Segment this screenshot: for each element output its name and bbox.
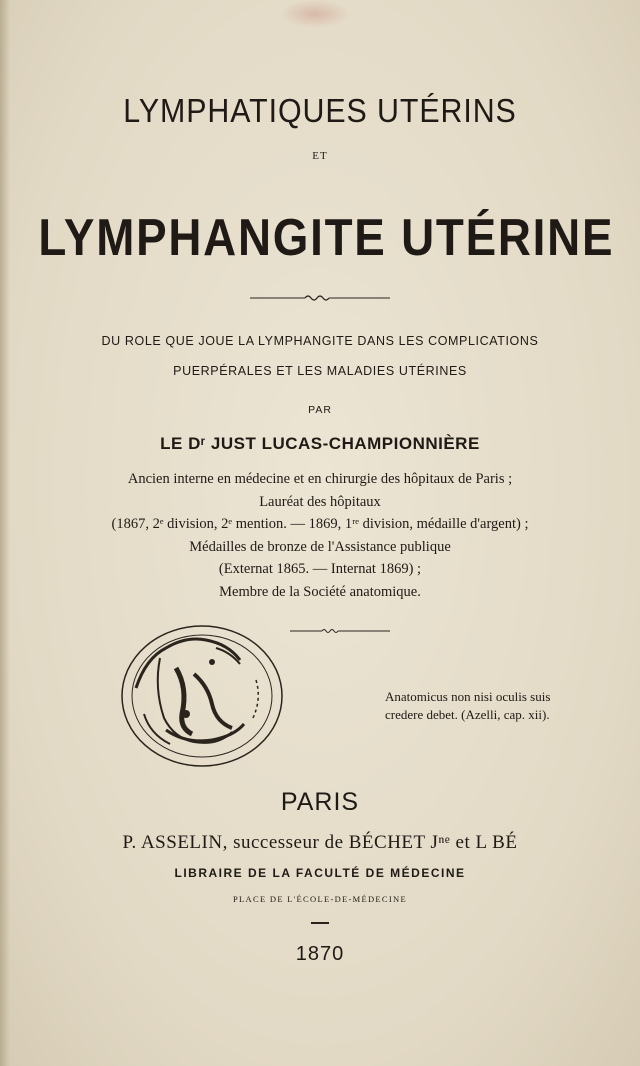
title-connector: ET	[312, 150, 328, 162]
subtitle-line-2: PUERPÉRALES ET LES MALADIES UTÉRINES	[173, 364, 467, 378]
motto-line-2: credere debet. (Azelli, cap. xii).	[385, 707, 550, 722]
credential-line: (Externat 1865. — Internat 1869) ;	[218, 561, 422, 577]
publisher-description: LIBRAIRE DE LA FACULTÉ DE MÉDECINE	[174, 866, 466, 880]
ornamental-rule	[250, 292, 390, 304]
credential-line: Membre de la Société anatomique.	[219, 584, 421, 600]
subtitle-line-1: DU ROLE QUE JOUE LA LYMPHANGITE DANS LES COMPLICATIONS	[101, 334, 539, 348]
title-line-2: LYMPHANGITE UTÉRINE	[38, 209, 615, 267]
credential-line: Ancien interne en médecine et en chirurgie des hôpitaux de Paris ;	[127, 471, 513, 487]
credential-line: Lauréat des hôpitaux	[259, 494, 381, 510]
by-label: PAR	[308, 404, 332, 416]
author-name: LE Dʳ JUST LUCAS-CHAMPIONNIÈRE	[160, 434, 480, 453]
motto-line-1: Anatomicus non nisi oculis suis	[385, 689, 551, 704]
credential-line: Médailles de bronze de l'Assistance publique	[189, 539, 451, 555]
publisher-name: P. ASSELIN, successeur de BÉCHET Jⁿᵉ et L BÉ	[122, 832, 518, 853]
publication-city: PARIS	[280, 788, 360, 816]
title-line-1: LYMPHATIQUES UTÉRINS	[123, 92, 517, 129]
credential-line: (1867, 2ᵉ division, 2ᵉ mention. — 1869, 1ʳᵉ division, médaille d'argent) ;	[111, 516, 529, 532]
motto-rule	[290, 624, 390, 638]
divider	[311, 922, 329, 924]
publication-year: 1870	[295, 943, 345, 965]
paper-stain	[280, 0, 350, 28]
publisher-address: PLACE DE L'ÉCOLE-DE-MÉDECINE	[233, 894, 407, 904]
printers-device-emblem-icon	[116, 618, 288, 770]
